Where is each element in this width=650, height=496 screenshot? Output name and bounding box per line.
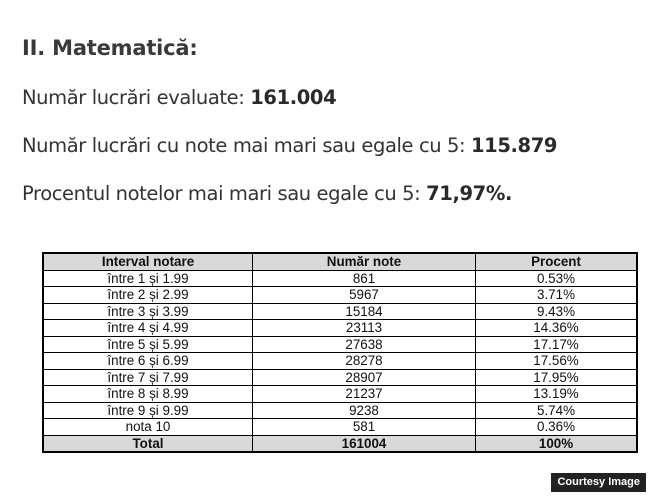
cell-interval: între 6 și 6.99 xyxy=(43,353,253,370)
cell-interval: între 9 și 9.99 xyxy=(43,402,253,419)
cell-interval: nota 10 xyxy=(43,419,253,436)
table-row xyxy=(43,303,637,320)
table-total-row xyxy=(43,435,637,452)
cell-percent: 14.36% xyxy=(476,320,638,337)
table-row xyxy=(43,287,637,304)
section-heading: II. Matematică: xyxy=(22,36,198,60)
cell-percent: 0.53% xyxy=(476,270,638,287)
stat-label: Procentul notelor mai mari sau egale cu 5: xyxy=(22,182,427,205)
column-header-percent: Procent xyxy=(476,253,638,270)
cell-count: 581 xyxy=(253,419,476,436)
courtesy-label: Courtesy Image xyxy=(551,473,646,492)
table-row xyxy=(43,369,637,386)
cell-interval: între 4 și 4.99 xyxy=(43,320,253,337)
cell-percent: 9.43% xyxy=(476,303,638,320)
stat-label: Număr lucrări evaluate: xyxy=(22,86,251,109)
cell-count: 28907 xyxy=(253,369,476,386)
stat-evaluated-papers xyxy=(22,86,336,109)
table-row xyxy=(43,386,637,403)
stat-passing-papers xyxy=(22,134,557,157)
cell-percent: 17.95% xyxy=(476,369,638,386)
table-body xyxy=(43,270,637,452)
cell-count: 9238 xyxy=(253,402,476,419)
table-row xyxy=(43,419,637,436)
cell-count: 861 xyxy=(253,270,476,287)
table-row xyxy=(43,402,637,419)
table-row xyxy=(43,336,637,353)
grades-table-image xyxy=(42,252,638,453)
cell-interval: între 5 și 5.99 xyxy=(43,336,253,353)
stat-value: 161.004 xyxy=(250,86,337,109)
table-row xyxy=(43,320,637,337)
total-label: Total xyxy=(43,435,253,452)
cell-percent: 13.19% xyxy=(476,386,638,403)
cell-count: 21237 xyxy=(253,386,476,403)
cell-interval: între 8 și 8.99 xyxy=(43,386,253,403)
cell-interval: între 3 și 3.99 xyxy=(43,303,253,320)
cell-percent: 3.71% xyxy=(476,287,638,304)
total-percent: 100% xyxy=(476,435,638,452)
total-count: 161004 xyxy=(253,435,476,452)
cell-count: 27638 xyxy=(253,336,476,353)
table-row xyxy=(43,270,637,287)
cell-interval: între 1 și 1.99 xyxy=(43,270,253,287)
column-header-interval: Interval notare xyxy=(43,253,253,270)
cell-percent: 17.56% xyxy=(476,353,638,370)
cell-percent: 17.17% xyxy=(476,336,638,353)
stat-value: 71,97%. xyxy=(426,182,512,205)
stat-passing-percent xyxy=(22,182,512,205)
table-header-row xyxy=(43,253,637,270)
cell-interval: între 7 și 7.99 xyxy=(43,369,253,386)
cell-percent: 0.36% xyxy=(476,419,638,436)
stat-value: 115.879 xyxy=(471,134,558,157)
stat-label: Număr lucrări cu note mai mari sau egale cu 5: xyxy=(22,134,472,157)
cell-percent: 5.74% xyxy=(476,402,638,419)
table-row xyxy=(43,353,637,370)
cell-count: 5967 xyxy=(253,287,476,304)
cell-count: 23113 xyxy=(253,320,476,337)
cell-count: 15184 xyxy=(253,303,476,320)
column-header-count: Număr note xyxy=(253,253,476,270)
grades-table xyxy=(42,252,638,453)
cell-count: 28278 xyxy=(253,353,476,370)
cell-interval: între 2 și 2.99 xyxy=(43,287,253,304)
